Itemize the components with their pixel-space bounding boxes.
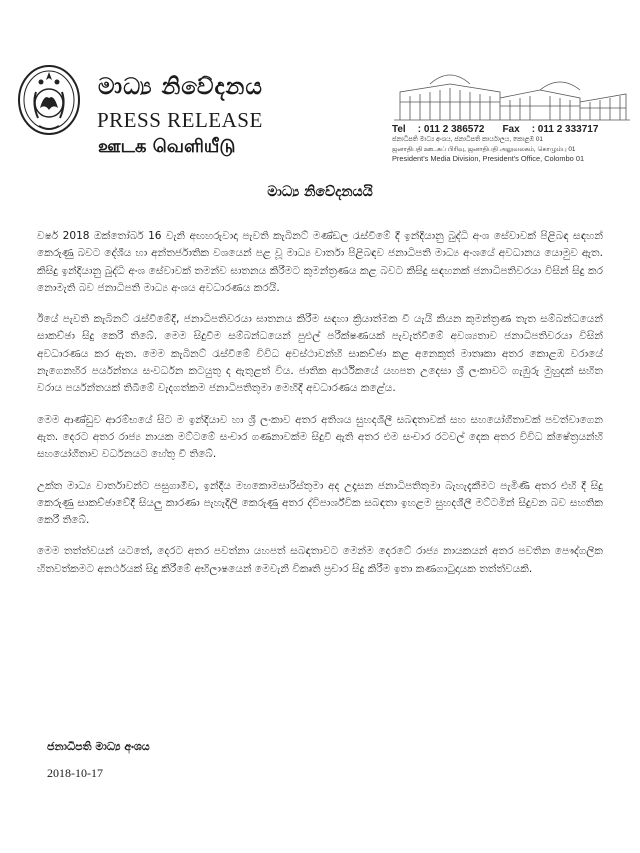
paragraph-1: වර්ෂ 2018 ඔක්තෝබර් 16 වැනි අඟහරුවාදා පැවති කැබිනට් මණ්ඩල රැස්වීමේ දී ඉන්දියානු බුද්ධි අංශ සේවාවක් පිළිබඳ සඳහන් කෙරුණු බවට දේශීය හා අන්තර්ජාතික වශයෙන් පළ වූ මාධ්‍ය වාර්තා පිළිබඳව ජනාධිපති මාධ්‍ය අංශයේ අවධානය යොමුව ඇත. කිසිදු ඉන්දියානු බුද්ධි අංශ සේවාවක් තමන්ව ඝාතනය කිරීමට කුමන්ත්‍රණය කළ බවට කිසිදු සඳහනක් ජනාධිපතිවරයා විසින් සිදු කර නොමැති බව ජනාධිපති මාධ්‍ය අංශය අවධාරණය කරයි. (37, 230, 603, 294)
address-sinhala: ජනාධිපති මාධ්‍ය අංශය, ජනාධිපති කාර්යාලය, කොළඹ 01 (392, 136, 543, 143)
tel-label: Tel (392, 124, 406, 135)
emblem-logo (14, 58, 84, 140)
contact-block (392, 124, 632, 164)
contact-phone-fax (392, 124, 632, 135)
fax-label: Fax (502, 124, 520, 135)
document-title: මාධ්‍ය නිවේදනයයි (267, 184, 373, 200)
parliament-building-illustration (390, 62, 634, 122)
fax-value: : 011 2 333717 (531, 124, 599, 135)
paragraph-2: ඊයේ පැවති කැබිනට් රැස්වීමේදී, ජනාධිපතිවරයා ඝාතනය කිරීම සඳහා ක්‍රියාත්මක වී යැයි කියන කුමන්ත්‍රණ තැත සම්බන්ධයෙන් සාකච්ඡා සිදු කෙරී තිබේ. මෙම සිදුවීම සම්බන්ධයෙන් පුළුල් පරීක්ෂණයක් පැවැත්වීමේ අවශ්‍යතාව ජනාධිපතිවරයා විසින් අවධාරණය කර ඇත. මෙම කැබිනට් රැස්වීමේ විවිධ අවස්ථාවන්හි සාකච්ඡා කළ අනෙකුත් මාතෘකා අතර කොළඹ වරායේ නැගෙනහිර පර්යන්තය සංවර්ධන කටයුතු ද ඇතුළත් විය. ජාතික ආර්ථිකයේ යහපත උදෙසා ශ්‍රී ලංකාවට ගැඹුරු මුහුදක් සහිත වරාය පර්යන්තයක් තිබීමේ වැදගත්කම ජනාධිපතිතුමා මෙහිදී අවධාරණය කළේය. (37, 313, 603, 395)
paragraph-4: උක්ත මාධ්‍ය වාර්තාවන්ට පසුගාමීව, ඉන්දීය මහකොමසාරිස්තුමා අද උදෑසන ජනාධිපතිතුමා බැහැදැකීමට පැමිණි අතර එහි දී සිදු කෙරුණු සාකච්ඡාවේදී සියලු කාරණා පැහැදිලි කෙරුණු අතර ද්විපාර්ශ්වික සබඳතා ඉහළම සුහදශීලී මට්ටමින් සිදුවන බව සහතික කෙරී තිබේ. (37, 479, 603, 527)
address-tamil: ஜனாதிபதி ஊடகப் பிரிவு, ஜனாதிபதி அலுவலகம், கொழும்பு 01 (392, 145, 576, 153)
paragraph-5: මෙම තත්ත්වයන් යටතේ, දෙරට අතර පවත්නා යහපත් සබඳතාවට මෙන්ම දෙරටේ රාජ්‍ය නායකයන් අතර පවතින පෞද්ගලික හිතවත්කමට අනර්ථයක් සිදු කිරීමේ අභිලාෂයෙන් මෙවැනි විකෘති ප්‍රචාර සිදු කිරීම ඉතා කණගාටුදායක තත්ත්වයකි. (37, 545, 603, 575)
document-body (37, 228, 603, 592)
tel-value: : 011 2 386572 (417, 124, 485, 135)
paragraph-3: මෙම ආණ්ඩුව ආරම්භයේ සිට ම ඉන්දියාව හා ශ්‍රී ලංකාව අතර අතිශය සුහදශීලී සබඳතාවක් සහ සහයෝගීතාවක් පවත්වාගෙන ඇත. දෙරට අතර රාජ්‍ය නායක මට්ටමේ සංචාර ගණනාවක්ම සිදුවී ඇති අතර එම සංචාර රටවල් දෙක අතර විවිධ ක්ෂේත්‍රයන්හි සහයෝගීතාව වර්ධනයට හේතු වී තිබේ. (37, 413, 603, 461)
address-english: President's Media Division, President's Office, Colombo 01 (392, 154, 585, 163)
header-title-english: PRESS RELEASE (97, 108, 263, 132)
document-date: 2018-10-17 (47, 766, 103, 780)
header-title-sinhala: මාධ්‍ය නිවේදනය (98, 74, 263, 100)
header-title-tamil: ஊடக வெளியீடு (98, 136, 236, 157)
signature: ජනාධිපති මාධ්‍ය අංශය (47, 740, 150, 753)
